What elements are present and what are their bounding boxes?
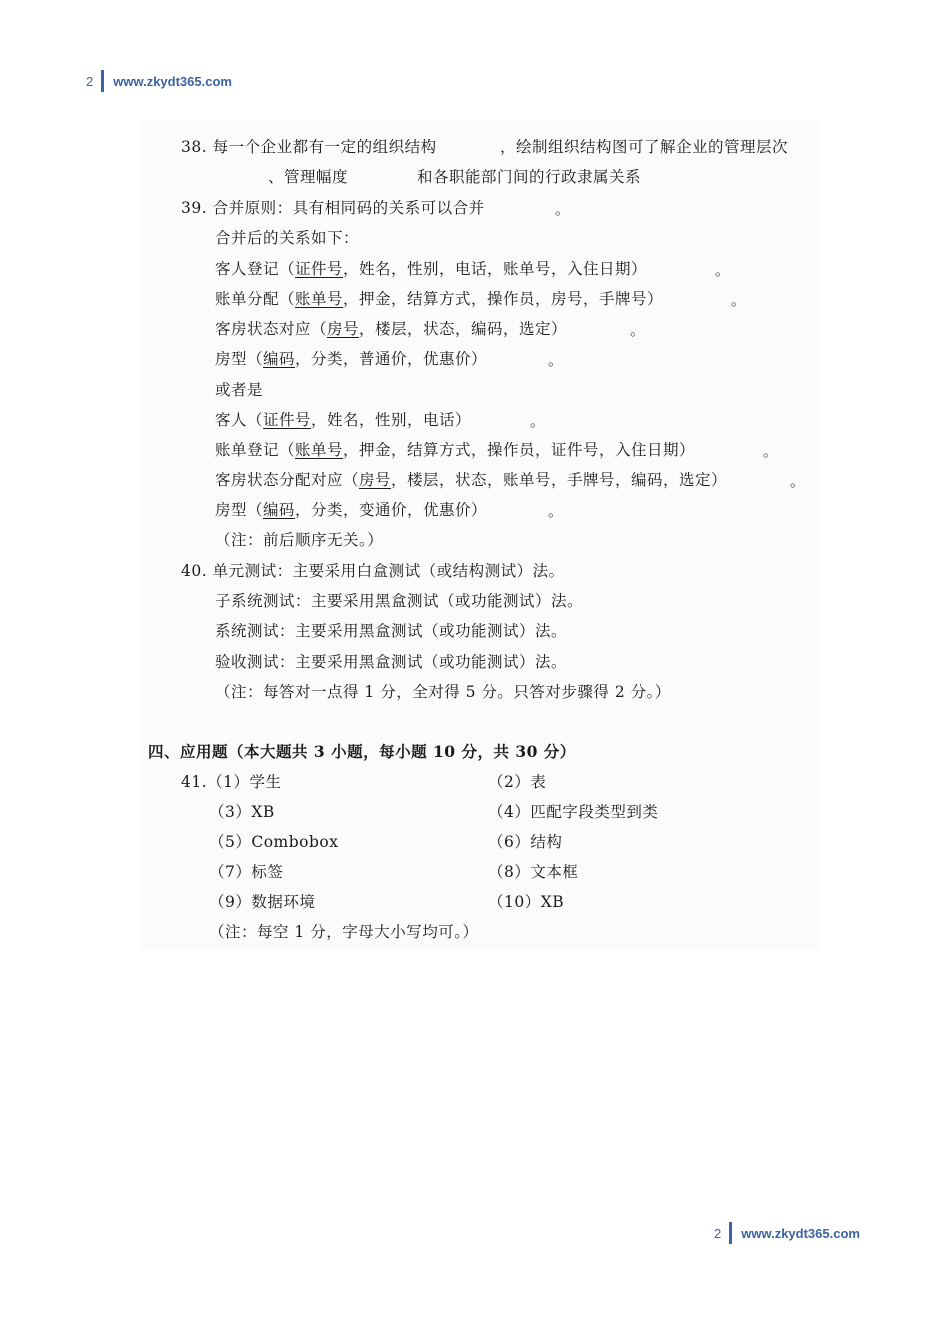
q39-note: （注：前后顺序无关。） [215,531,384,549]
header-site-link[interactable]: www.zkydt365.com [113,73,232,89]
q39-alt-relation-1 [215,408,471,430]
q39-alt-relation-3-dot: 。 [790,472,806,490]
relation-fields: ，分类，变通价，优惠价） [295,501,488,519]
q39-alt-relation-2 [215,438,695,460]
q39-relation-2 [215,287,663,309]
relation-fields: ，分类，普通价，优惠价） [295,350,488,368]
relation-key: 证件号 [263,411,312,429]
q39-after: 合并后的关系如下： [215,229,360,247]
relation-key: 账单号 [295,290,344,308]
relation-name: 客人（ [215,411,264,429]
q40-line2: 子系统测试：主要采用黑盒测试（或功能测试）法。 [215,592,584,610]
q39-alt-relation-3 [215,468,727,490]
q39-relation-2-dot: 。 [731,291,747,309]
relation-name: 客人登记（ [215,260,296,278]
footer-site-link[interactable]: www.zkydt365.com [741,1225,860,1241]
q41-answer-2: （2）表 [488,773,547,791]
page-footer [714,1222,860,1244]
footer-page-number: 2 [714,1225,722,1241]
footer-divider [729,1222,732,1244]
page-header [86,70,232,92]
q40-line4: 验收测试：主要采用黑盒测试（或功能测试）法。 [215,653,568,671]
relation-key: 证件号 [295,260,344,278]
q41-answer-5: （5）Combobox [209,833,339,851]
q39-intro-dot: 。 [555,200,571,218]
q40-line1: 40. 单元测试：主要采用白盒测试（或结构测试）法。 [181,562,565,580]
q38-line1-part1: 38. 每一个企业都有一定的组织结构 [181,138,437,156]
relation-fields: ，楼层，状态，编码，选定） [359,320,568,338]
relation-fields: ，楼层，状态，账单号，手牌号，编码，选定） [391,471,728,489]
q38-line2-part2: 和各职能部门间的行政隶属关系 [417,168,642,186]
q39-relation-4-dot: 。 [548,351,564,369]
q38-line1-part2: ，绘制组织结构图可了解企业的管理层次 [500,138,789,156]
q41-answer-6: （6）结构 [488,833,563,851]
relation-name: 账单登记（ [215,441,296,459]
q41-note: （注：每空 1 分，字母大小写均可。） [209,923,479,941]
q41-answer-1: 41.（1）学生 [181,773,282,791]
relation-key: 账单号 [295,441,344,459]
relation-key: 房号 [327,320,360,338]
q39-relation-4 [215,347,487,369]
header-page-number: 2 [86,73,94,89]
q39-alt-relation-2-dot: 。 [763,442,779,460]
relation-name: 房型（ [215,350,264,368]
relation-fields: ，姓名，性别，电话，账单号，入住日期） [343,260,648,278]
section4-title: 四、应用题（本大题共 3 小题，每小题 10 分，共 30 分） [148,742,576,761]
relation-name: 客房状态对应（ [215,320,328,338]
relation-name: 账单分配（ [215,290,296,308]
q39-relation-3 [215,317,567,339]
header-divider [101,70,104,92]
q39-alt-relation-4 [215,498,487,520]
relation-key: 编码 [263,350,296,368]
q39-or: 或者是 [215,381,264,399]
q41-answer-4: （4）匹配字段类型到类 [488,803,659,821]
q39-relation-1 [215,257,647,279]
relation-key: 编码 [263,501,296,519]
q41-answer-9: （9）数据环境 [209,893,316,911]
q40-note: （注：每答对一点得 1 分，全对得 5 分。只答对步骤得 2 分。） [215,683,671,701]
relation-name: 房型（ [215,501,264,519]
q39-relation-1-dot: 。 [715,261,731,279]
q41-answer-3: （3）XB [209,803,275,821]
q39-alt-relation-1-dot: 。 [530,412,546,430]
q40-line3: 系统测试：主要采用黑盒测试（或功能测试）法。 [215,622,568,640]
relation-fields: ，姓名，性别，电话） [311,411,472,429]
q39-alt-relation-4-dot: 。 [548,502,564,520]
q39-intro: 39. 合并原则：具有相同码的关系可以合并 [181,199,485,217]
q41-answer-10: （10）XB [488,893,565,911]
q39-relation-3-dot: 。 [630,321,646,339]
q41-answer-7: （7）标签 [209,863,284,881]
relation-fields: ，押金，结算方式，操作员，房号，手牌号） [343,290,664,308]
relation-name: 客房状态分配对应（ [215,471,360,489]
q38-line2-part1: 、管理幅度 [268,168,349,186]
relation-fields: ，押金，结算方式，操作员，证件号，入住日期） [343,441,696,459]
relation-key: 房号 [359,471,392,489]
q41-answer-8: （8）文本框 [488,863,579,881]
